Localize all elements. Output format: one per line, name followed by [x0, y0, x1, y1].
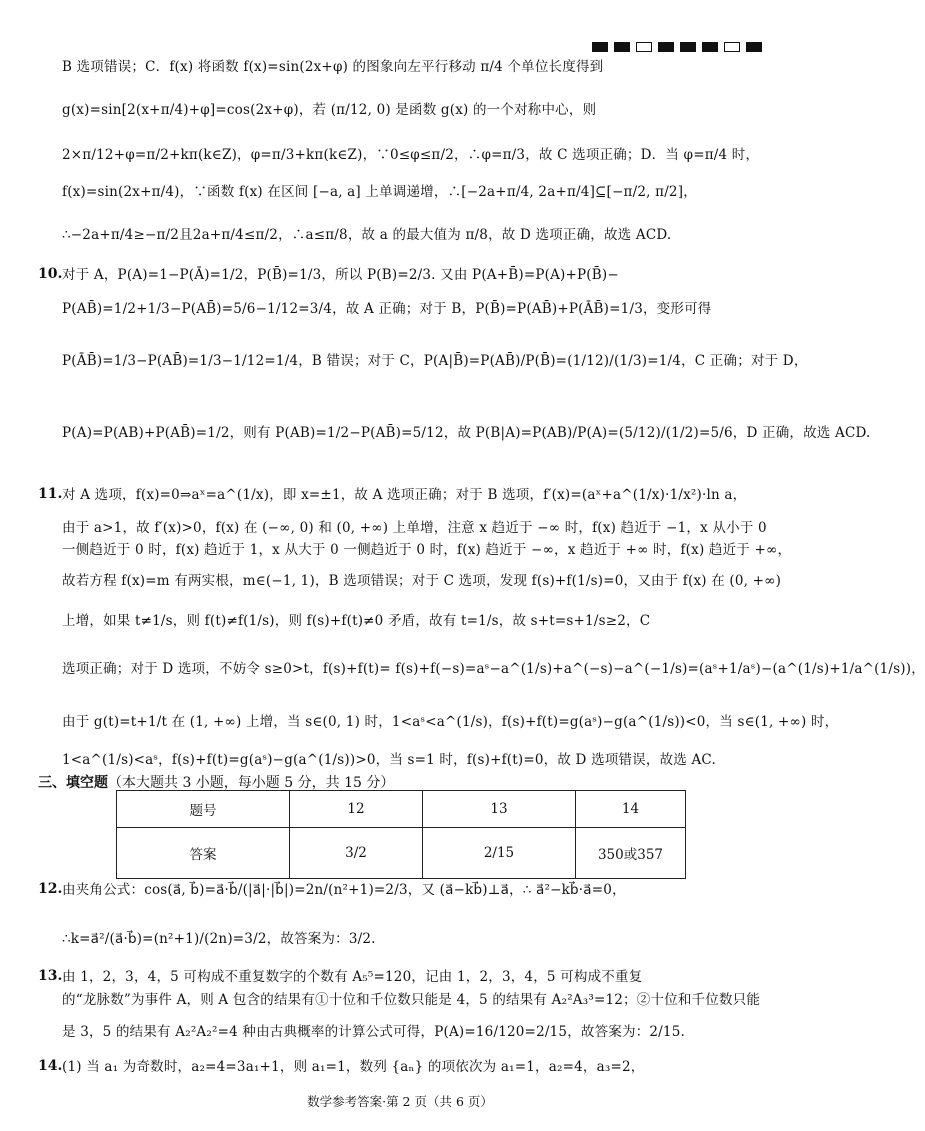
header-mark	[636, 42, 652, 52]
header-marks	[592, 42, 762, 52]
text-line: 一侧趋近于 0 时，f(x) 趋近于 1，x 从大于 0 一侧趋近于 0 时，f(x) 趋近于 −∞，x 趋近于 +∞ 时，f(x) 趋近于 +∞，	[62, 542, 792, 558]
page-footer: 数学参考答案·第 2 页（共 6 页）	[307, 1094, 493, 1109]
answer-table-header-cell: 12	[290, 791, 423, 828]
text-line: 2×π/12+φ=π/2+kπ(k∈Z)，φ=π/3+kπ(k∈Z)，∵0≤φ≤π/2，∴φ=π/3，故 C 选项正确；D．当 φ=π/4 时，	[62, 147, 760, 163]
text-line: P(A)=P(AB)+P(AB̄)=1/2，则有 P(AB)=1/2−P(AB̄)=5/12，故 P(B|A)=P(AB)/P(A)=(5/12)/(1/2)=5/6，D 正确，故选 ACD.	[62, 425, 871, 441]
text-line: g(x)=sin[2(x+π/4)+φ]=cos(2x+φ)，若 (π/12, 0) 是函数 g(x) 的一个对称中心，则	[62, 102, 597, 118]
question-number: 14.	[38, 1058, 63, 1074]
answer-table-header-cell: 13	[423, 791, 576, 828]
header-mark	[746, 42, 762, 52]
answer-table-header-cell: 题号	[117, 791, 290, 828]
text-line: 由夹角公式：cos(a⃗, b⃗)=a⃗·b⃗/(|a⃗|·|b⃗|)=2n/(n²+1)=2/3，又 (a⃗−kb⃗)⊥a⃗，∴ a⃗²−kb⃗·a⃗=0，	[62, 882, 626, 898]
question-number: 10.	[38, 266, 63, 282]
header-mark	[592, 42, 608, 52]
text-line: P(ĀB̄)=1/3−P(AB̄)=1/3−1/12=1/4，B 错误；对于 C，P(A|B̄)=P(AB̄)/P(B̄)=(1/12)/(1/3)=1/4，C 正确；对于 D，	[62, 353, 808, 369]
text-line: ∴−2a+π/4≥−π/2且2a+π/4≤π/2，∴a≤π/8，故 a 的最大值为 π/8，故 D 选项正确，故选 ACD.	[62, 227, 672, 243]
answer-table-cell: 350或357	[576, 828, 686, 879]
answer-table	[116, 790, 686, 879]
text-line: 对 A 选项，f(x)=0⇒aˣ=a^(1/x)，即 x=±1，故 A 选项正确；对于 B 选项，f′(x)=(aˣ+a^(1/x)·1/x²)·ln a，	[62, 487, 747, 503]
text-line: 的“龙脉数”为事件 A，则 A 包含的结果有①十位和千位数只能是 4，5 的结果有 A₂²A₃³=12；②十位和千位数只能	[62, 992, 761, 1008]
text-line: 选项正确；对于 D 选项，不妨令 s≥0>t，f(s)+f(t)= f(s)+f(−s)=aˢ−a^(1/s)+a^(−s)−a^(−1/s)=(aˢ+1/aˢ)−(a^(1/s)+1/a^(1/s))，	[62, 661, 925, 677]
text-line: ∴k=a⃗²/(a⃗·b⃗)=(n²+1)/(2n)=3/2，故答案为：3/2.	[62, 931, 376, 947]
answer-table-cell: 3/2	[290, 828, 423, 879]
text-line: 是 3，5 的结果有 A₂²A₂²=4 种由古典概率的计算公式可得，P(A)=16/120=2/15，故答案为：2/15.	[62, 1024, 685, 1040]
header-mark	[724, 42, 740, 52]
text-line: B 选项错误；C．f(x) 将函数 f(x)=sin(2x+φ) 的图象向左平行移动 π/4 个单位长度得到	[62, 59, 604, 75]
text-line: P(AB̄)=1/2+1/3−P(AB̄)=5/6−1/12=3/4，故 A 正确；对于 B，P(B̄)=P(AB̄)+P(ĀB̄)=1/3，变形可得	[62, 301, 712, 317]
text-line: 故若方程 f(x)=m 有两实根，m∈(−1, 1)，B 选项错误；对于 C 选项，发现 f(s)+f(1/s)=0，又由于 f(x) 在 (0, +∞)	[62, 573, 782, 589]
text-line: 由于 a>1，故 f′(x)>0，f(x) 在 (−∞, 0) 和 (0, +∞) 上单增，注意 x 趋近于 −∞ 时，f(x) 趋近于 −1，x 从小于 0	[62, 520, 767, 536]
question-number: 12.	[38, 881, 63, 897]
text-line: 由 1，2，3，4，5 可构成不重复数字的个数有 A₅⁵=120，记由 1，2，3，4，5 可构成不重复	[62, 969, 643, 985]
header-mark	[702, 42, 718, 52]
text-line: (1) 当 a₁ 为奇数时，a₂=4=3a₁+1，则 a₁=1，数列 {aₙ} 的项依次为 a₁=1，a₂=4，a₃=2，	[62, 1059, 645, 1075]
answer-table-cell: 2/15	[423, 828, 576, 879]
answer-table-header-cell: 14	[576, 791, 686, 828]
question-number: 13.	[38, 968, 63, 984]
section-note: （本大题共 3 小题，每小题 5 分，共 15 分）	[108, 775, 395, 791]
question-number: 11.	[38, 486, 63, 502]
section-title: 三、填空题	[38, 775, 108, 791]
text-line: 上增，如果 t≠1/s，则 f(t)≠f(1/s)，则 f(s)+f(t)≠0 矛盾，故有 t=1/s，故 s+t=s+1/s≥2，C	[62, 613, 651, 629]
header-mark	[658, 42, 674, 52]
header-mark	[680, 42, 696, 52]
text-line: 对于 A，P(A)=1−P(Ā)=1/2，P(B̄)=1/3，所以 P(B)=2/3. 又由 P(A+B̄)=P(A)+P(B̄)−	[62, 267, 619, 283]
text-line: f(x)=sin(2x+π/4)，∵函数 f(x) 在区间 [−a, a] 上单调递增，∴[−2a+π/4, 2a+π/4]⊆[−π/2, π/2]，	[62, 184, 697, 200]
section-heading	[38, 772, 394, 792]
text-line: 1<a^(1/s)<aˢ，f(s)+f(t)=g(aˢ)−g(a^(1/s))>0，当 s=1 时，f(s)+f(t)=0，故 D 选项错误，故选 AC.	[62, 752, 716, 768]
answer-table-cell: 答案	[117, 828, 290, 879]
text-line: 由于 g(t)=t+1/t 在 (1, +∞) 上增，当 s∈(0, 1) 时，1<aˢ<a^(1/s)，f(s)+f(t)=g(aˢ)−g(a^(1/s))<0，当 s∈(1, +∞) 时，	[62, 714, 839, 730]
header-mark	[614, 42, 630, 52]
